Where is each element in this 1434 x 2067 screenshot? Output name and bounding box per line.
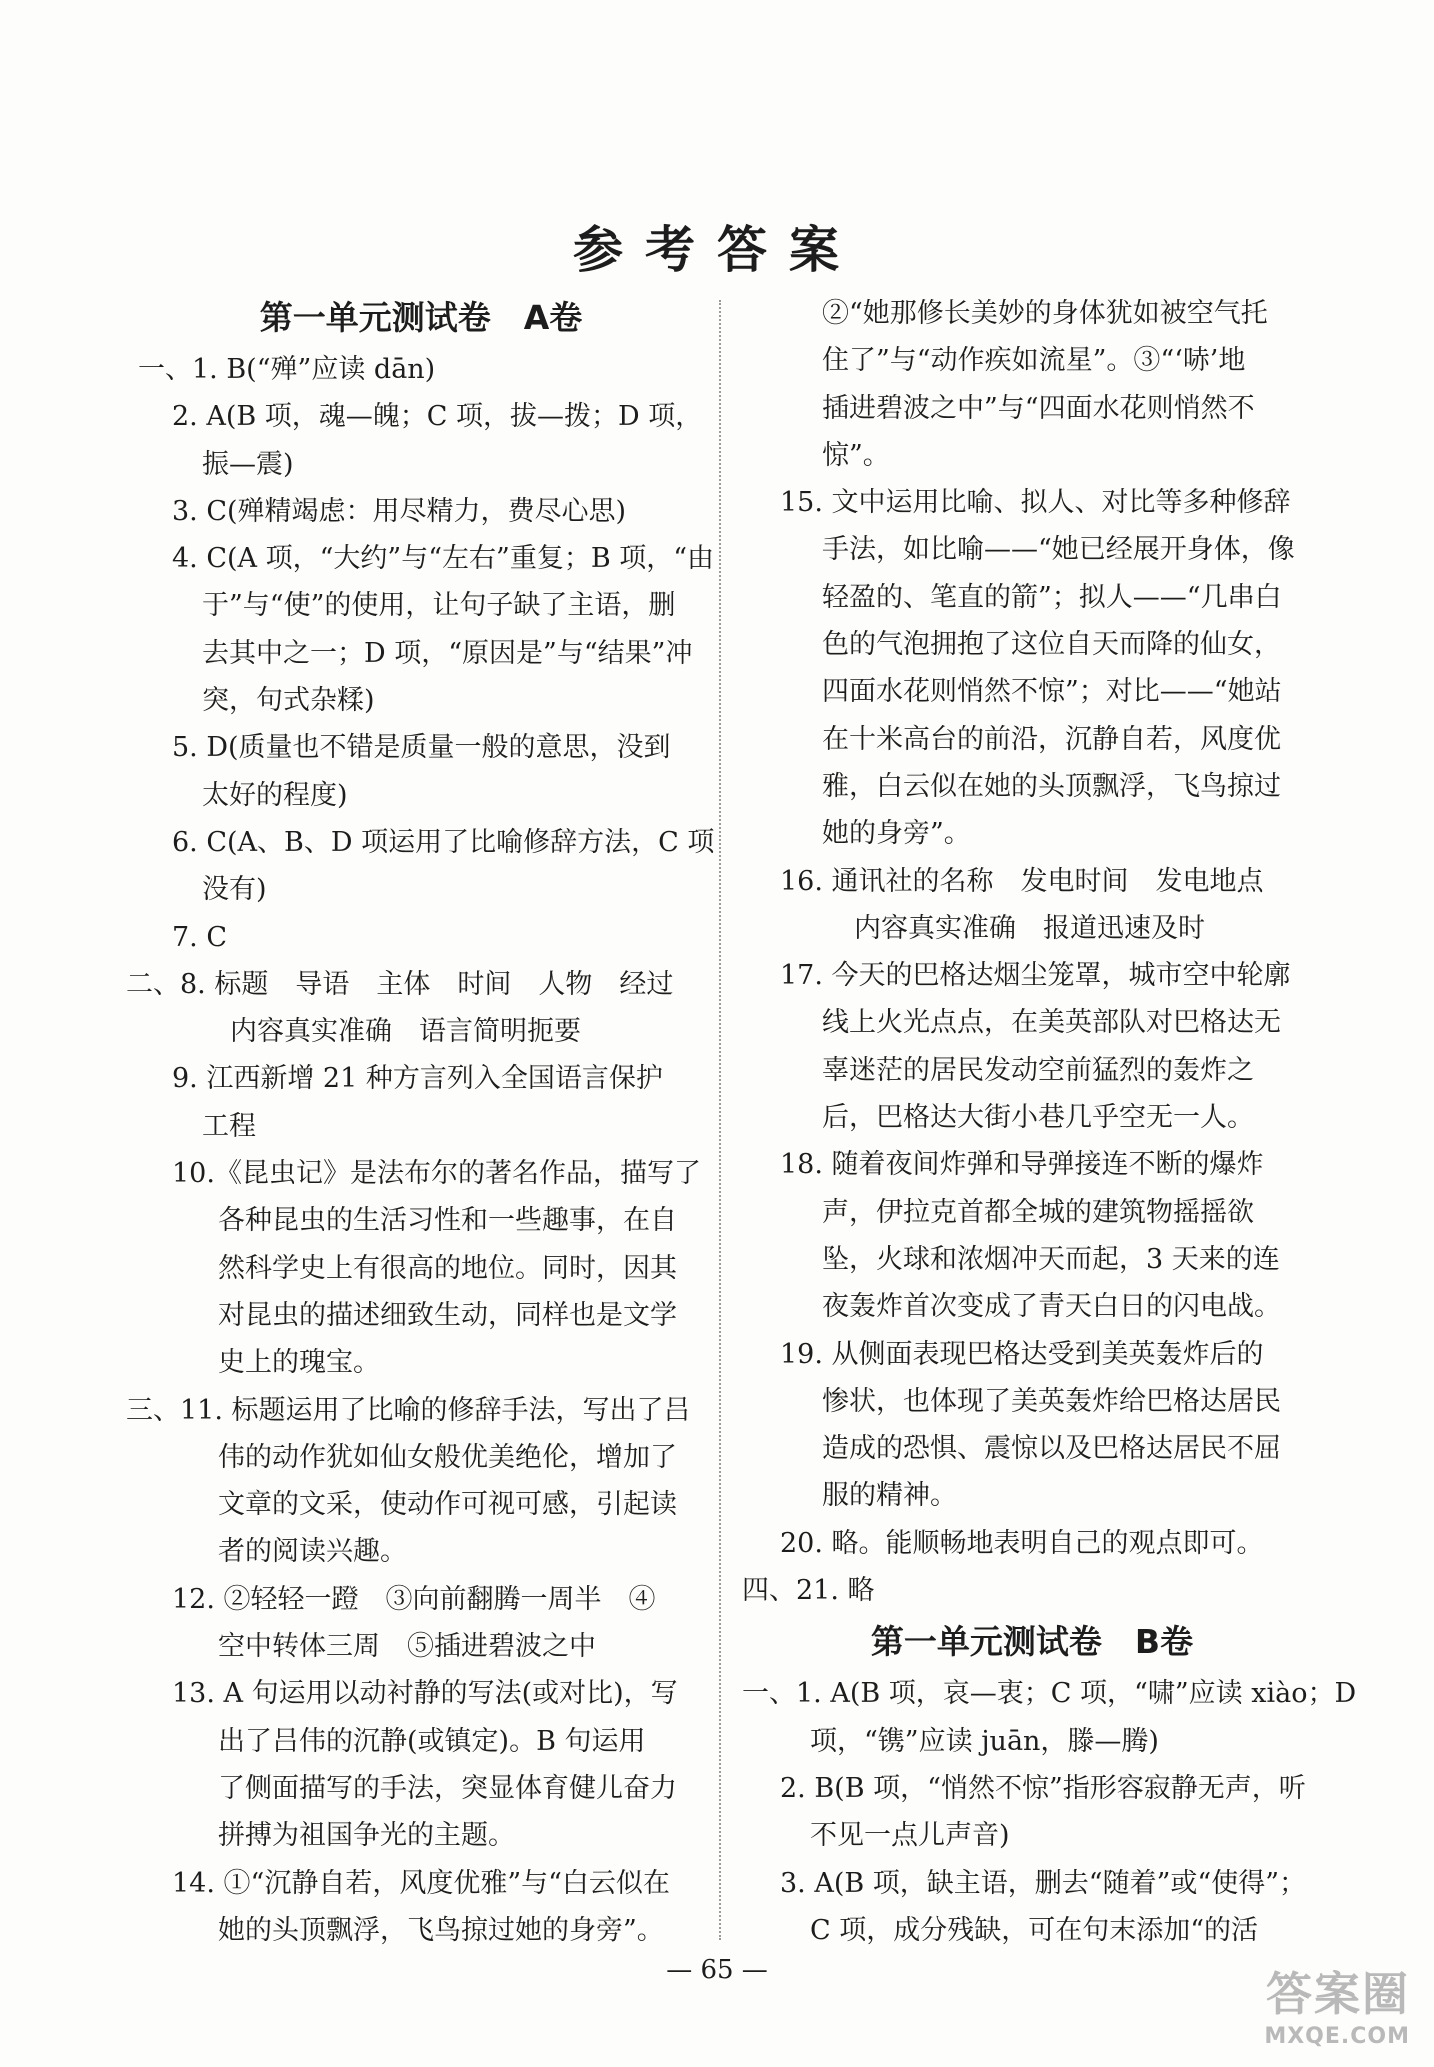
watermark-url: MXQE.COM	[1264, 2024, 1410, 2049]
answer-line: 伟的动作犹如仙女般优美绝伦，增加了	[218, 1441, 677, 1473]
answer-item: 二、8. 标题 导语 主体 时间 人物 经过	[126, 968, 674, 1000]
answer-item: 2. B(B 项，“悄然不惊”指形容寂静无声，听	[780, 1772, 1306, 1804]
answer-line: 在十米高台的前沿，沉静自若，风度优	[822, 723, 1281, 755]
answer-line: 没有)	[202, 874, 267, 906]
left-answer-list	[126, 346, 716, 1954]
answer-line: 惨状，也体现了美英轰炸给巴格达居民	[822, 1385, 1281, 1417]
answer-line: 于”与“使”的使用，让句子缺了主语，删	[202, 590, 676, 622]
answer-item: 3. C(殚精竭虑：用尽精力，费尽心思)	[172, 495, 627, 527]
watermark-text: 答案圈	[1266, 1967, 1410, 2021]
answer-line: 四面水花则悄然不惊”；对比——“她站	[822, 676, 1282, 708]
answer-line: 色的气泡拥抱了这位自天而降的仙女，	[822, 629, 1281, 661]
answer-line: 者的阅读兴趣。	[218, 1536, 407, 1568]
right-column	[742, 290, 1357, 1954]
section-title-unit1-b: 第一单元测试卷 B卷	[870, 1622, 1194, 1662]
answer-item: 9. 江西新增 21 种方言列入全国语言保护	[172, 1063, 663, 1095]
answer-line: 空中转体三周 ⑤插进碧波之中	[218, 1631, 596, 1663]
answer-line: 插进碧波之中”与“四面水花则悄然不	[822, 392, 1255, 424]
answer-line: 轻盈的、笔直的箭”；拟人——“几串白	[822, 581, 1282, 613]
answer-line: 拼搏为祖国争光的主题。	[218, 1820, 515, 1852]
answer-item: 13. A 句运用以动衬静的写法(或对比)，写	[172, 1678, 678, 1710]
answer-line: C 项，成分残缺，可在句末添加“的活	[810, 1914, 1259, 1946]
answer-item: 一、1. B(“殚”应读 dān)	[138, 354, 436, 385]
answer-item: 5. D(质量也不错是质量一般的意思，没到	[172, 732, 671, 764]
answer-line: 线上火光点点，在美英部队对巴格达无	[822, 1007, 1281, 1039]
answer-item: 16. 通讯社的名称 发电时间 发电地点	[780, 865, 1264, 897]
answer-line: 声，伊拉克首都全城的建筑物摇摇欲	[822, 1196, 1254, 1228]
answer-item: 四、21. 略	[742, 1575, 875, 1607]
answer-line: 内容真实准确 语言简明扼要	[230, 1016, 581, 1048]
answer-item: 三、11. 标题运用了比喻的修辞手法，写出了吕	[126, 1394, 691, 1426]
answer-line: 后，巴格达大街小巷几乎空无一人。	[822, 1102, 1254, 1134]
answer-item: 2. A(B 项，魂—魄；C 项，拔—拨；D 项，	[172, 401, 703, 433]
answer-item: 3. A(B 项，缺主语，删去“随着”或“使得”；	[780, 1867, 1307, 1899]
answer-line: 振—震)	[202, 448, 294, 480]
right-answer-list-bottom	[742, 1670, 1357, 1954]
answer-line: 然科学史上有很高的地位。同时，因其	[218, 1252, 677, 1284]
answer-item: 10.《昆虫记》是法布尔的著名作品，描写了	[172, 1158, 701, 1190]
answer-line: 她的头顶飘浮，飞鸟掠过她的身旁”。	[218, 1914, 664, 1946]
answer-line: 坠，火球和浓烟冲天而起，3 天来的连	[822, 1243, 1280, 1275]
answer-line: 不见一点儿声音)	[810, 1820, 1010, 1852]
right-answer-list-top	[742, 290, 1322, 1614]
answer-line: 工程	[202, 1110, 256, 1142]
answer-line: 服的精神。	[822, 1480, 957, 1512]
answer-line: 突，句式杂糅)	[202, 685, 375, 717]
answer-line: 了侧面描写的手法，突显体育健儿奋力	[218, 1772, 677, 1804]
answer-line: 辜迷茫的居民发动空前猛烈的轰炸之	[822, 1054, 1254, 1086]
answer-line: 文章的文采，使动作可视可感，引起读	[218, 1489, 677, 1521]
answer-item: 12. ②轻轻一蹬 ③向前翻腾一周半 ④	[172, 1583, 656, 1615]
answer-line: 手法，如比喻——“她已经展开身体，像	[822, 534, 1295, 566]
answer-item: 17. 今天的巴格达烟尘笼罩，城市空中轮廓	[780, 960, 1291, 992]
answer-item: 19. 从侧面表现巴格达受到美英轰炸后的	[780, 1338, 1264, 1370]
answer-item: 7. C	[172, 921, 228, 953]
answer-item: 4. C(A 项，“大约”与“左右”重复；B 项，“由	[172, 543, 715, 575]
answer-line: 她的身旁”。	[822, 818, 971, 850]
answer-line: 夜轰炸首次变成了青天白日的闪电战。	[822, 1291, 1281, 1323]
answer-line: 项，“镌”应读 juān，滕—腾)	[810, 1725, 1159, 1757]
answer-item: 一、1. A(B 项，哀—衷；C 项，“啸”应读 xiào；D	[742, 1678, 1357, 1710]
answer-line: 出了吕伟的沉静(或镇定)。B 句运用	[218, 1725, 646, 1757]
answer-item: 20. 略。能顺畅地表明自己的观点即可。	[780, 1527, 1264, 1559]
answer-line: 雅，白云似在她的头顶飘浮，飞鸟掠过	[822, 770, 1281, 802]
answer-line: 住了”与“动作疾如流星”。③“‘哧’地	[822, 345, 1246, 377]
answer-item: 15. 文中运用比喻、拟人、对比等多种修辞	[780, 487, 1291, 519]
answer-line: 各种昆虫的生活习性和一些趣事，在自	[218, 1205, 677, 1237]
section-title-unit1-a: 第一单元测试卷 A卷	[259, 298, 583, 337]
answer-line: 内容真实准确 报道迅速及时	[854, 912, 1205, 944]
answer-line: 去其中之一；D 项，“原因是”与“结果”冲	[202, 637, 693, 669]
page-title: 参考答案	[573, 220, 861, 279]
column-divider	[719, 300, 721, 1940]
left-column	[126, 290, 716, 1954]
answer-line: 造成的恐惧、震惊以及巴格达居民不屈	[822, 1433, 1281, 1465]
answer-item: 18. 随着夜间炸弹和导弹接连不断的爆炸	[780, 1149, 1264, 1181]
page-number: — 65 —	[666, 1955, 768, 1985]
answer-item: 14. ①“沉静自若，风度优雅”与“白云似在	[172, 1867, 670, 1899]
answer-line: ②“她那修长美妙的身体犹如被空气托	[822, 298, 1268, 329]
answer-line: 惊”。	[822, 439, 890, 471]
watermark-logo	[1264, 1958, 1410, 2049]
answer-item: 6. C(A、B、D 项运用了比喻修辞方法，C 项	[172, 826, 715, 858]
answer-line: 太好的程度)	[202, 779, 348, 811]
answer-line: 史上的瑰宝。	[218, 1347, 380, 1379]
answer-line: 对昆虫的描述细致生动，同样也是文学	[218, 1299, 677, 1331]
